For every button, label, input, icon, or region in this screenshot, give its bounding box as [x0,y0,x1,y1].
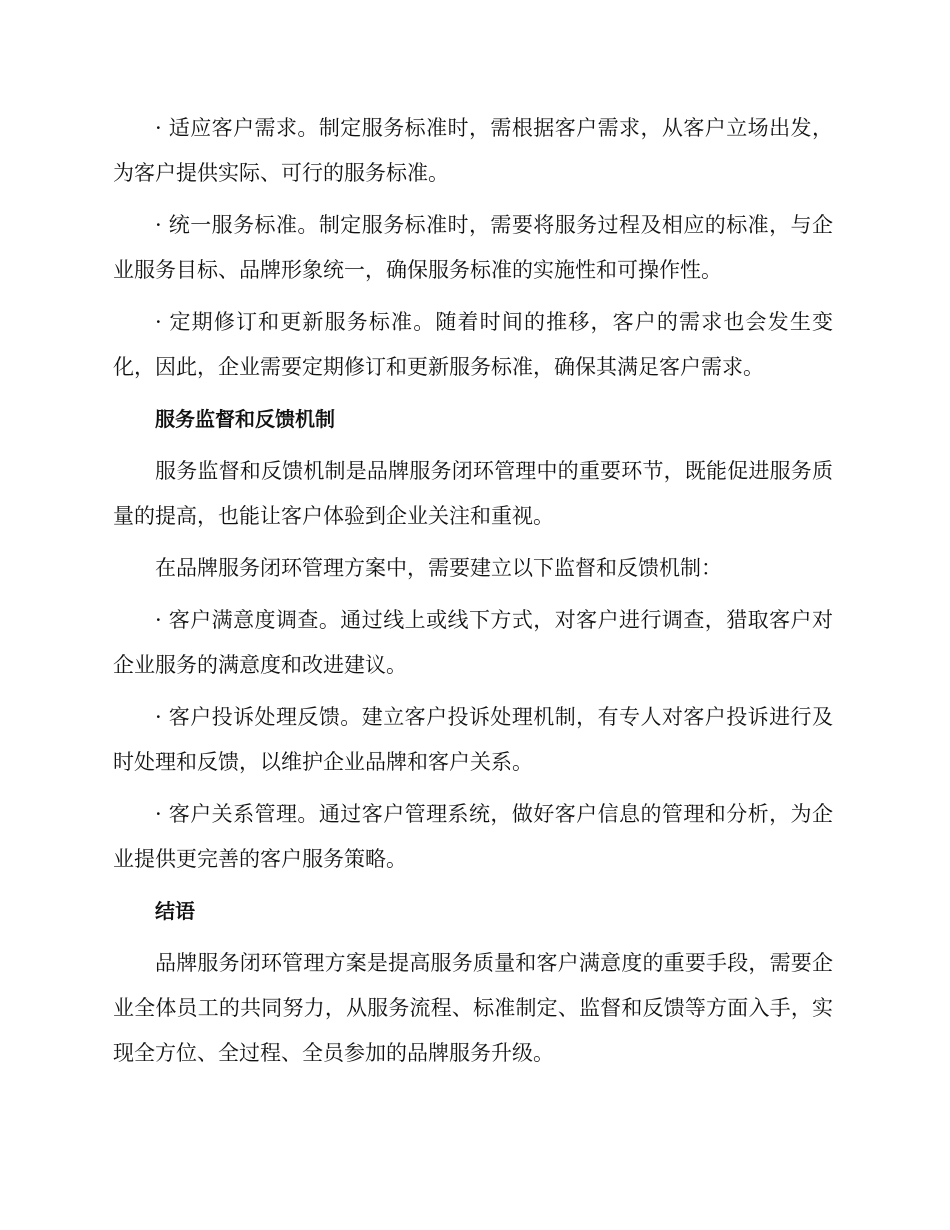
document-body [113,106,833,1083]
section-heading-supervision-feedback: 服务监督和反馈机制 [155,407,335,431]
bullet-revise-update-standards: · 定期修订和更新服务标准。随着时间的推移，客户的需求也会发生变化，因此，企业需要定期修订和更新服务标准，确保其满足客户需求。 [113,310,833,379]
bullet-satisfaction-survey: · 客户满意度调查。通过线上或线下方式，对客户进行调查，猎取客户对企业服务的满意度和改进建议。 [113,608,833,677]
paragraph-mechanisms-lead: 在品牌服务闭环管理方案中，需要建立以下监督和反馈机制： [155,556,722,580]
paragraph-conclusion: 品牌服务闭环管理方案是提高服务质量和客户满意度的重要手段，需要企业全体员工的共同努力，从服务流程、标准制定、监督和反馈等方面入手，实现全方位、全过程、全员参加的品牌服务升级。 [113,951,833,1065]
bullet-relationship-management: · 客户关系管理。通过客户管理系统，做好客户信息的管理和分析，为企业提供更完善的客户服务策略。 [113,802,833,871]
bullet-unify-service-standards: · 统一服务标准。制定服务标准时，需要将服务过程及相应的标准，与企业服务目标、品牌形象统一，确保服务标准的实施性和可操作性。 [113,213,833,282]
bullet-adapt-customer-needs: · 适应客户需求。制定服务标准时，需根据客户需求，从客户立场出发，为客户提供实际、可行的服务标准。 [113,116,833,185]
section-heading-conclusion: 结语 [155,899,195,923]
bullet-complaint-handling: · 客户投诉处理反馈。建立客户投诉处理机制，有专人对客户投诉进行及时处理和反馈，以维护企业品牌和客户关系。 [113,705,833,774]
paragraph-supervision-intro: 服务监督和反馈机制是品牌服务闭环管理中的重要环节，既能促进服务质量的提高，也能让客户体验到企业关注和重视。 [113,459,833,528]
